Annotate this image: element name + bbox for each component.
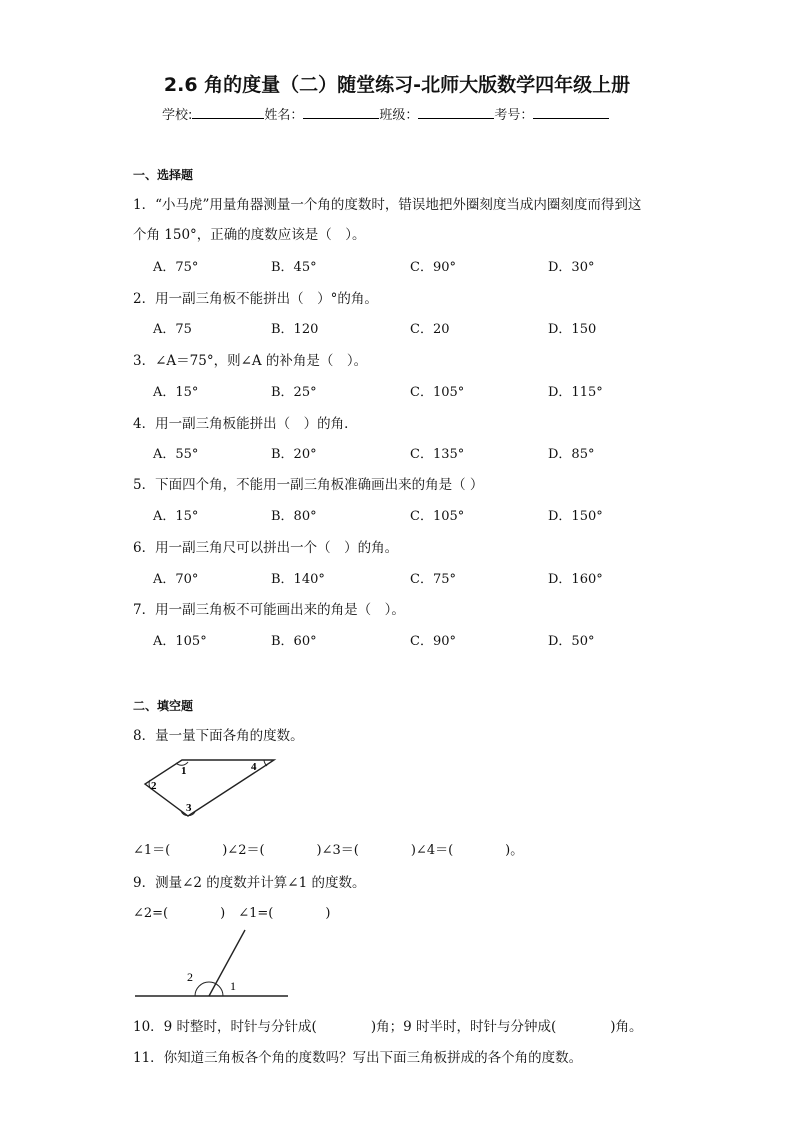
q4-option-a[interactable]: A．55° bbox=[153, 447, 199, 462]
question-5: 5．下面四个角，不能用一副三角板准确画出来的角是（ ） bbox=[133, 477, 484, 493]
q3-option-c[interactable]: C．105° bbox=[410, 385, 465, 400]
q5-option-a[interactable]: A．15° bbox=[153, 509, 199, 524]
exam-no-field[interactable] bbox=[533, 106, 609, 119]
q4-option-b[interactable]: B．20° bbox=[271, 447, 317, 462]
question-10[interactable]: 10．9 时整时，时针与分针成( )角；9 时半时，时针与分钟成( )角。 bbox=[133, 1019, 643, 1035]
question-2: 2．用一副三角板不能拼出（ ）°的角。 bbox=[133, 291, 378, 307]
school-field[interactable] bbox=[192, 106, 264, 119]
angle-2-label: 2 bbox=[187, 970, 193, 984]
angle-1-label: 1 bbox=[181, 765, 187, 777]
question-4: 4．用一副三角板能拼出（ ）的角． bbox=[133, 416, 358, 432]
question-1-line2: 个角 150°，正确的度数应该是（ ）。 bbox=[133, 227, 366, 243]
q5-option-c[interactable]: C．105° bbox=[410, 509, 465, 524]
q4-option-d[interactable]: D．85° bbox=[548, 447, 595, 462]
q8-answer-line[interactable]: ∠1＝( )∠2＝( )∠3＝( )∠4＝( )。 bbox=[133, 843, 524, 858]
q6-option-c[interactable]: C．75° bbox=[410, 572, 456, 587]
section-heading-fill: 二、填空题 bbox=[133, 699, 194, 713]
question-9: 9．测量∠2 的度数并计算∠1 的度数。 bbox=[133, 875, 366, 891]
q3-option-d[interactable]: D．115° bbox=[548, 385, 603, 400]
angle-figure bbox=[130, 925, 295, 1000]
q1-option-d[interactable]: D．30° bbox=[548, 260, 595, 275]
ray-line bbox=[209, 930, 245, 996]
question-1-line1: 1．“小马虎”用量角器测量一个角的度数时，错误地把外圈刻度当成内圈刻度而得到这 bbox=[133, 197, 642, 213]
q5-option-b[interactable]: B．80° bbox=[271, 509, 317, 524]
q2-option-d[interactable]: D．150 bbox=[548, 322, 597, 337]
q2-option-a[interactable]: A．75 bbox=[153, 322, 192, 337]
q3-option-a[interactable]: A．15° bbox=[153, 385, 199, 400]
q6-option-d[interactable]: D．160° bbox=[548, 572, 603, 587]
q6-option-a[interactable]: A．70° bbox=[153, 572, 199, 587]
q4-option-c[interactable]: C．135° bbox=[410, 447, 465, 462]
q9-answer-line[interactable]: ∠2=( ) ∠1=( ) bbox=[133, 906, 331, 921]
angle-arc bbox=[195, 982, 223, 996]
q7-option-b[interactable]: B．60° bbox=[271, 634, 317, 649]
q5-option-d[interactable]: D．150° bbox=[548, 509, 603, 524]
q7-option-c[interactable]: C．90° bbox=[410, 634, 456, 649]
q1-option-a[interactable]: A．75° bbox=[153, 260, 199, 275]
page-title: 2.6 角的度量（二）随堂练习-北师大版数学四年级上册 bbox=[163, 74, 631, 96]
angle-4-arc bbox=[264, 760, 267, 766]
q6-option-b[interactable]: B．140° bbox=[271, 572, 325, 587]
name-label: 姓名： bbox=[264, 108, 304, 123]
q3-option-b[interactable]: B．25° bbox=[271, 385, 317, 400]
q2-option-b[interactable]: B．120 bbox=[271, 322, 319, 337]
question-7: 7．用一副三角板不可能画出来的角是（ ）。 bbox=[133, 602, 405, 618]
quadrilateral-figure bbox=[140, 756, 282, 822]
angle-2-label: 2 bbox=[151, 780, 157, 792]
question-6: 6．用一副三角尺可以拼出一个（ ）的角。 bbox=[133, 540, 399, 556]
student-info-line bbox=[162, 104, 609, 123]
angle-3-label: 3 bbox=[186, 802, 192, 814]
q2-option-c[interactable]: C．20 bbox=[410, 322, 450, 337]
section-heading-choice: 一、选择题 bbox=[133, 168, 194, 182]
exam-no-label: 考号： bbox=[494, 108, 534, 123]
name-field[interactable] bbox=[303, 106, 379, 119]
question-8: 8．量一量下面各角的度数。 bbox=[133, 728, 304, 744]
q7-option-a[interactable]: A．105° bbox=[153, 634, 207, 649]
question-11: 11．你知道三角板各个角的度数吗？写出下面三角板拼成的各个角的度数。 bbox=[133, 1050, 583, 1066]
question-3: 3．∠A＝75°，则∠A 的补角是（ ）。 bbox=[133, 353, 368, 369]
angle-1-label: 1 bbox=[230, 979, 236, 993]
q7-option-d[interactable]: D．50° bbox=[548, 634, 595, 649]
q1-option-b[interactable]: B．45° bbox=[271, 260, 317, 275]
q1-option-c[interactable]: C．90° bbox=[410, 260, 456, 275]
class-field[interactable] bbox=[418, 106, 494, 119]
angle-4-label: 4 bbox=[251, 761, 257, 773]
school-label: 学校: bbox=[162, 108, 193, 123]
class-label: 班级： bbox=[379, 108, 419, 123]
